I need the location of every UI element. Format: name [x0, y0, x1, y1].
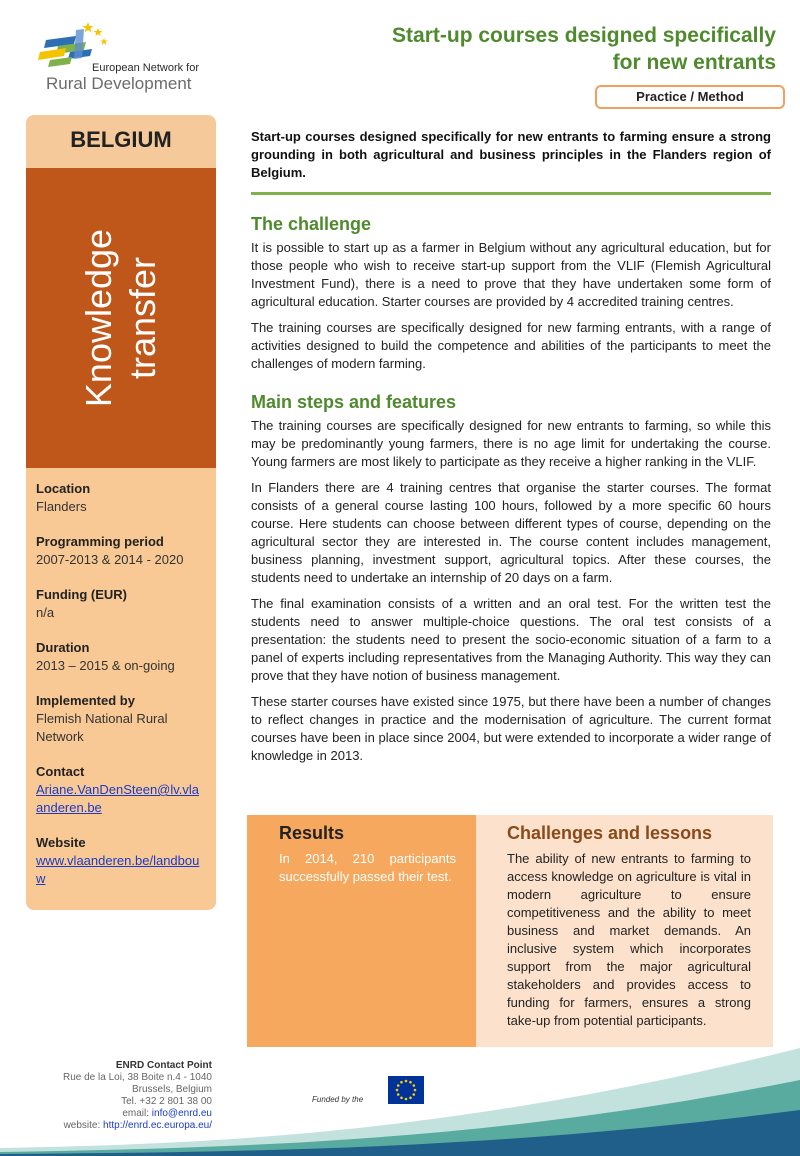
results-heading: Results: [279, 823, 345, 843]
website-row: [30, 1120, 212, 1132]
lessons-text: The ability of new entrants to farming to access knowledge on agriculture is vital in modern agriculture to ensure competitiveness and the ability to meet business and market demands. An inclusive system which incorporates support from the major agricultural stakeholders and provides access to funding for farmers, ensures a strong take-up from potential participants.: [507, 851, 751, 1028]
challenge-paragraph-1: It is possible to start up as a farmer in Belgium without any agricultural education, but for those people who wish to receive start-up support from the VLIF (Flemish Agricultural Investment Fund), there is a need to prove that they have undertaken some form of agricultural education. Starter courses are provided by 4 accredited training centres.: [251, 240, 771, 309]
theme-line2: transfer: [122, 256, 163, 380]
email-prefix: email:: [122, 1108, 152, 1119]
website-label: Website: [36, 835, 86, 850]
challenge-heading: The challenge: [251, 214, 372, 234]
location-value: Flanders: [36, 499, 87, 514]
contact-point-title: ENRD Contact Point: [115, 1060, 212, 1071]
funding-label: Funding (EUR): [36, 587, 127, 602]
results-text: In 2014, 210 participants successfully passed their test.: [279, 851, 456, 884]
website-info: [36, 834, 206, 888]
steps-heading: Main steps and features: [251, 392, 457, 412]
challenge-paragraph-2: The training courses are specifically designed for new farming entrants, with a range of activities designed to build the competence and abilities of the participants to meet the challenges of modern farming.: [251, 320, 771, 371]
title-line1: Start-up courses designed specifically: [392, 24, 776, 47]
period-info: [36, 533, 206, 569]
intro-text: Start-up courses designed specifically for new entrants to farming ensure a strong grounding in both agricultural and business principles in the Flanders region of Belgium.: [251, 129, 771, 180]
address-line-2: Brussels, Belgium: [131, 1084, 212, 1095]
duration-label: Duration: [36, 640, 90, 655]
results-box: [247, 815, 476, 1047]
email-link[interactable]: info@enrd.eu: [151, 1108, 212, 1119]
contact-block: [30, 1060, 212, 1132]
theme-label: [77, 178, 165, 458]
location-label: Location: [36, 481, 91, 496]
project-info-panel: [26, 468, 216, 910]
eu-flag-icon: [388, 1076, 424, 1104]
funding-value: n/a: [36, 605, 55, 620]
page-title: [316, 22, 776, 76]
duration-value: 2013 – 2015 & on-going: [36, 658, 175, 673]
contact-label: Contact: [36, 764, 85, 779]
divider: [251, 192, 771, 195]
enrd-logo: [36, 18, 226, 96]
implemented-label: Implemented by: [36, 693, 135, 708]
country-label: BELGIUM: [26, 115, 216, 170]
steps-paragraph-4: These starter courses have existed since 1975, but there have been a number of changes to reflect changes in practice and the modernisation of agriculture. The current format courses have been in place since 2004, but were extended to incorporate a wider range of knowledge in 2013.: [251, 694, 771, 763]
email-row: [30, 1108, 212, 1120]
lessons-box: [476, 815, 773, 1047]
logo-line2: Rural Development: [46, 74, 192, 93]
theme-line1: Knowledge: [78, 228, 119, 408]
telephone: Tel. +32 2 801 38 00: [121, 1096, 212, 1107]
contact-info: [36, 763, 206, 817]
footer-website-link[interactable]: http://enrd.ec.europa.eu/: [103, 1120, 212, 1131]
implemented-value: Flemish National Rural Network: [36, 711, 168, 744]
duration-info: [36, 639, 206, 675]
period-label: Programming period: [36, 534, 164, 549]
lessons-heading: Challenges and lessons: [507, 823, 713, 843]
practice-method-badge: Practice / Method: [595, 85, 785, 109]
logo-line1: European Network for: [92, 62, 199, 74]
contact-email-link[interactable]: Ariane.VanDenSteen@lv.vlaanderen.be: [36, 782, 200, 815]
website-link[interactable]: www.vlaanderen.be/landbouw: [36, 853, 200, 886]
title-line2: for new entrants: [612, 51, 776, 74]
implemented-info: [36, 692, 206, 746]
steps-paragraph-1: The training courses are specifically designed for new entrants to farming, so while this may be predominantly young farmers, there is no age limit for undertaking the course. Young farmers are most likely to participate as they receive a higher ranking in the VLIF.: [251, 418, 771, 469]
main-content: [251, 128, 771, 773]
funded-by-label: Funded by the: [312, 1095, 364, 1104]
address-line-1: Rue de la Loi, 38 Boite n.4 - 1040: [63, 1072, 212, 1083]
website-prefix: website:: [63, 1120, 104, 1131]
location-info: [36, 480, 206, 516]
steps-paragraph-2: In Flanders there are 4 training centres that organise the starter courses. The format consists of a general course lasting 100 hours, followed by a more specific 60 hours course. Here students can choose between different types of course, depending on the agricultural sector they are interested in. The course content includes management, business planning, investment support, agricultural topics. After these courses, the students need to undertake an internship of 20 days on a farm.: [251, 480, 771, 585]
theme-box: [26, 168, 216, 468]
funding-info: [36, 586, 206, 622]
period-value: 2007-2013 & 2014 - 2020: [36, 552, 184, 567]
steps-paragraph-3: The final examination consists of a written and an oral test. For the written test the students need to answer multiple-choice questions. The oral test consists of a presentation: the students need to present the socio-economic situation of a farm to a panel of experts including representatives from the Managing Authority. This way they can prove that they have notion of business management.: [251, 596, 771, 683]
